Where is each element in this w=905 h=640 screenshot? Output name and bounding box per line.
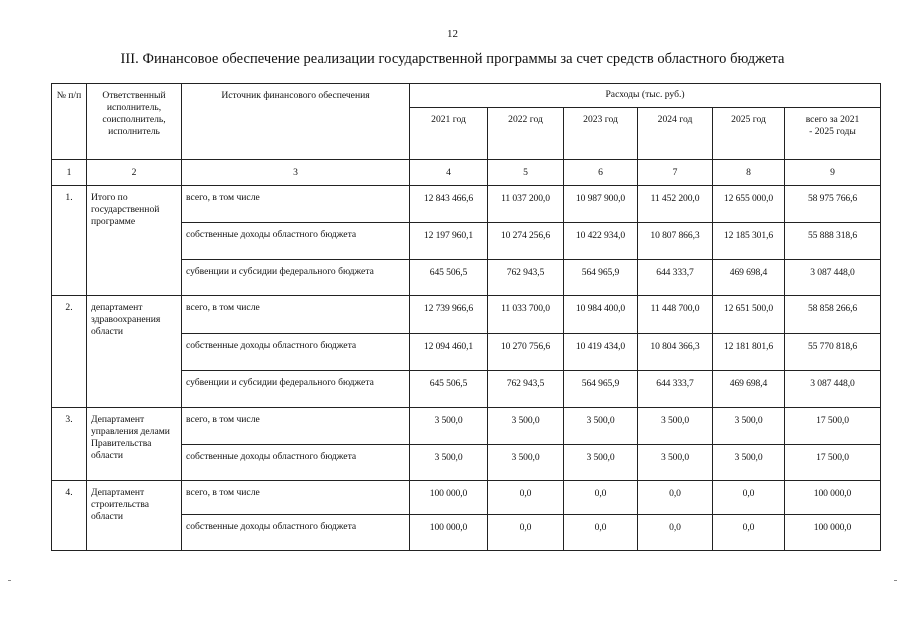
row-year-value: 469 698,4 xyxy=(713,371,785,408)
row-total-value: 55 888 318,6 xyxy=(785,223,881,260)
row-source: субвенции и субсидии федерального бюджета xyxy=(182,260,410,296)
table-row xyxy=(52,186,881,223)
row-total-value: 58 975 766,6 xyxy=(785,186,881,223)
row-source: собственные доходы областного бюджета xyxy=(182,515,410,551)
row-year-value: 3 500,0 xyxy=(713,408,785,445)
header-total: всего за 2021 - 2025 годы xyxy=(785,108,881,160)
header-year-2021: 2021 год xyxy=(410,108,488,160)
column-number: 5 xyxy=(488,160,564,186)
row-year-value: 3 500,0 xyxy=(410,445,488,481)
column-number: 1 xyxy=(52,160,87,186)
table-row xyxy=(52,296,881,334)
header-source: Источник финансового обеспечения xyxy=(182,84,410,160)
row-year-value: 10 984 400,0 xyxy=(564,296,638,334)
row-year-value: 12 094 460,1 xyxy=(410,334,488,371)
financing-table xyxy=(51,83,881,551)
table-row xyxy=(52,481,881,515)
row-year-value: 0,0 xyxy=(488,515,564,551)
row-source: субвенции и субсидии федерального бюджета xyxy=(182,371,410,408)
column-number: 4 xyxy=(410,160,488,186)
row-year-value: 12 655 000,0 xyxy=(713,186,785,223)
row-year-value: 762 943,5 xyxy=(488,260,564,296)
row-year-value: 100 000,0 xyxy=(410,515,488,551)
row-source: всего, в том числе xyxy=(182,408,410,445)
row-year-value: 10 270 756,6 xyxy=(488,334,564,371)
header-year-2023: 2023 год xyxy=(564,108,638,160)
header-executor: Ответственный исполнитель, соисполнитель, исполнитель xyxy=(87,84,182,160)
column-number: 8 xyxy=(713,160,785,186)
scan-margin-mark xyxy=(894,580,897,581)
row-total-value: 55 770 818,6 xyxy=(785,334,881,371)
row-total-value: 3 087 448,0 xyxy=(785,260,881,296)
row-year-value: 762 943,5 xyxy=(488,371,564,408)
row-year-value: 11 033 700,0 xyxy=(488,296,564,334)
row-total-value: 100 000,0 xyxy=(785,481,881,515)
row-executor: Департамент управления делами Правительства области xyxy=(87,408,182,481)
row-source: собственные доходы областного бюджета xyxy=(182,445,410,481)
row-year-value: 0,0 xyxy=(564,481,638,515)
column-number: 3 xyxy=(182,160,410,186)
row-year-value: 644 333,7 xyxy=(638,371,713,408)
row-total-value: 3 087 448,0 xyxy=(785,371,881,408)
row-year-value: 0,0 xyxy=(564,515,638,551)
row-year-value: 12 185 301,6 xyxy=(713,223,785,260)
page-number: 12 xyxy=(447,28,458,40)
row-year-value: 12 843 466,6 xyxy=(410,186,488,223)
row-year-value: 11 037 200,0 xyxy=(488,186,564,223)
row-year-value: 564 965,9 xyxy=(564,260,638,296)
row-year-value: 564 965,9 xyxy=(564,371,638,408)
row-total-value: 17 500,0 xyxy=(785,408,881,445)
row-year-value: 3 500,0 xyxy=(410,408,488,445)
scan-margin-mark xyxy=(8,580,11,581)
row-year-value: 10 807 866,3 xyxy=(638,223,713,260)
row-year-value: 469 698,4 xyxy=(713,260,785,296)
row-year-value: 0,0 xyxy=(638,481,713,515)
row-source: собственные доходы областного бюджета xyxy=(182,223,410,260)
row-year-value: 11 448 700,0 xyxy=(638,296,713,334)
row-year-value: 3 500,0 xyxy=(564,445,638,481)
row-year-value: 3 500,0 xyxy=(713,445,785,481)
row-year-value: 3 500,0 xyxy=(638,408,713,445)
page-title: III. Финансовое обеспечение реализации государственной программы за счет средств областного бюджета xyxy=(120,51,785,67)
row-source: всего, в том числе xyxy=(182,186,410,223)
row-index: 1. xyxy=(52,186,87,296)
header-num: № п/п xyxy=(52,84,87,160)
row-total-value: 100 000,0 xyxy=(785,515,881,551)
row-year-value: 10 804 366,3 xyxy=(638,334,713,371)
row-executor: Итого по государственной программе xyxy=(87,186,182,296)
row-source: всего, в том числе xyxy=(182,481,410,515)
row-year-value: 12 197 960,1 xyxy=(410,223,488,260)
row-year-value: 0,0 xyxy=(713,481,785,515)
column-number: 7 xyxy=(638,160,713,186)
row-year-value: 3 500,0 xyxy=(638,445,713,481)
column-number: 9 xyxy=(785,160,881,186)
row-year-value: 12 181 801,6 xyxy=(713,334,785,371)
row-source: всего, в том числе xyxy=(182,296,410,334)
row-source: собственные доходы областного бюджета xyxy=(182,334,410,371)
row-year-value: 10 422 934,0 xyxy=(564,223,638,260)
header-expenses: Расходы (тыс. руб.) xyxy=(410,84,881,108)
row-year-value: 0,0 xyxy=(713,515,785,551)
header-year-2022: 2022 год xyxy=(488,108,564,160)
row-year-value: 10 274 256,6 xyxy=(488,223,564,260)
row-index: 3. xyxy=(52,408,87,481)
header-row-top xyxy=(52,84,881,108)
row-executor: департамент здравоохранения области xyxy=(87,296,182,408)
row-year-value: 0,0 xyxy=(488,481,564,515)
row-year-value: 100 000,0 xyxy=(410,481,488,515)
header-year-2024: 2024 год xyxy=(638,108,713,160)
header-year-2025: 2025 год xyxy=(713,108,785,160)
row-year-value: 12 739 966,6 xyxy=(410,296,488,334)
row-year-value: 11 452 200,0 xyxy=(638,186,713,223)
row-index: 4. xyxy=(52,481,87,551)
row-year-value: 645 506,5 xyxy=(410,260,488,296)
column-number: 6 xyxy=(564,160,638,186)
row-executor: Департамент строительства области xyxy=(87,481,182,551)
row-year-value: 12 651 500,0 xyxy=(713,296,785,334)
row-year-value: 3 500,0 xyxy=(488,445,564,481)
table-row xyxy=(52,408,881,445)
row-index: 2. xyxy=(52,296,87,408)
row-year-value: 645 506,5 xyxy=(410,371,488,408)
column-number: 2 xyxy=(87,160,182,186)
row-total-value: 58 858 266,6 xyxy=(785,296,881,334)
row-year-value: 3 500,0 xyxy=(564,408,638,445)
row-year-value: 644 333,7 xyxy=(638,260,713,296)
row-year-value: 0,0 xyxy=(638,515,713,551)
row-year-value: 10 987 900,0 xyxy=(564,186,638,223)
column-number-row xyxy=(52,160,881,186)
row-year-value: 3 500,0 xyxy=(488,408,564,445)
row-year-value: 10 419 434,0 xyxy=(564,334,638,371)
row-total-value: 17 500,0 xyxy=(785,445,881,481)
